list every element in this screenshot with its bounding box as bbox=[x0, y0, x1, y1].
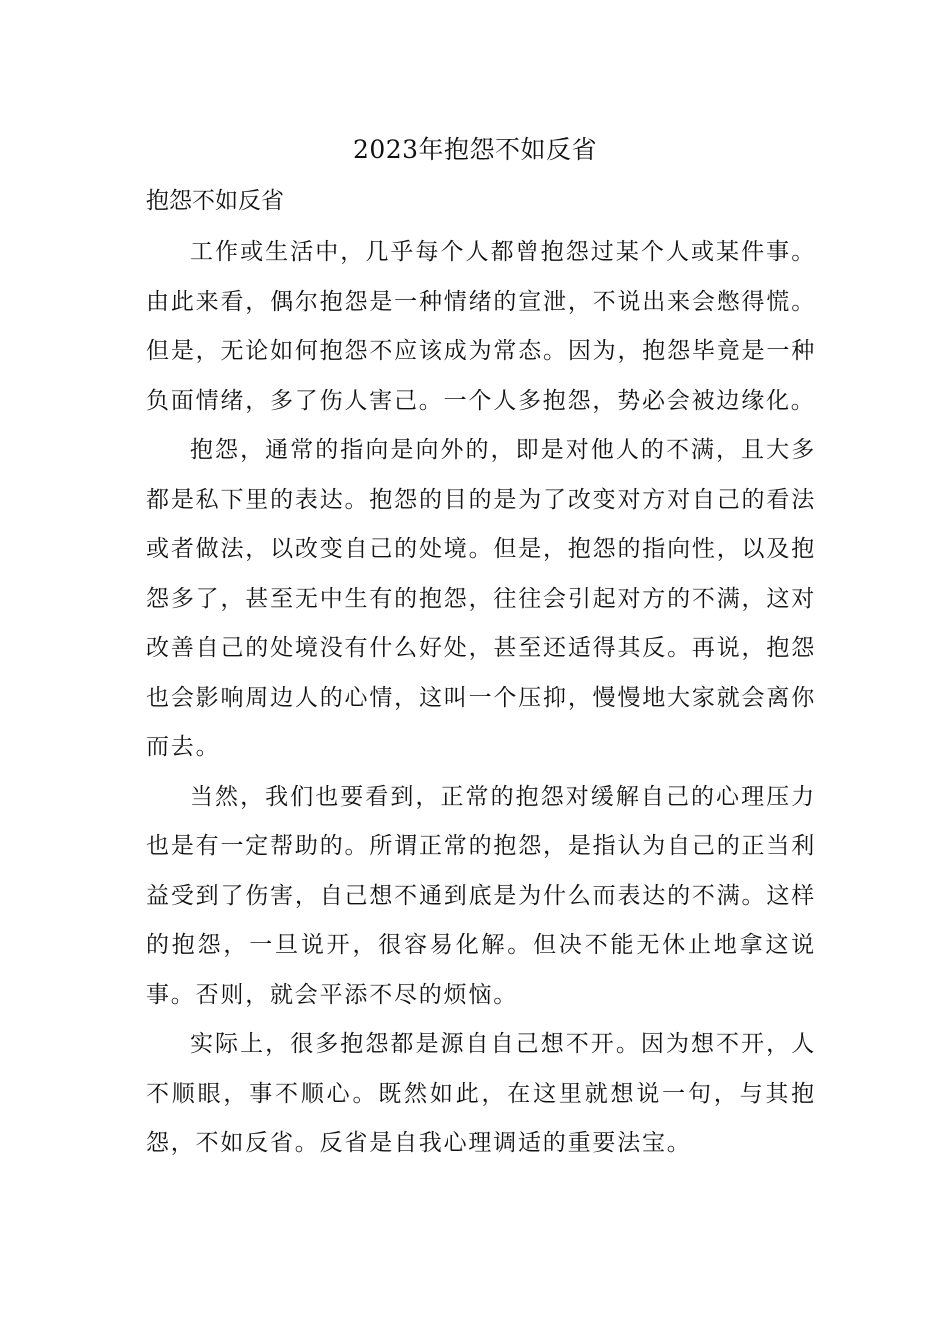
document-title: 2023年抱怨不如反省 bbox=[352, 135, 598, 164]
paragraph: 实际上，很多抱怨都是源自自己想不开。因为想不开，人不顺眼，事不顺心。既然如此，在这里就想说一句，与其抱怨，不如反省。反省是自我心理调适的重要法宝。 bbox=[146, 1031, 816, 1156]
document-body bbox=[146, 228, 816, 1169]
document-subtitle: 抱怨不如反省 bbox=[146, 188, 284, 214]
paragraph: 当然，我们也要看到，正常的抱怨对缓解自己的心理压力也是有一定帮助的。所谓正常的抱怨，是指认为自己的正当利益受到了伤害，自己想不通到底是为什么而表达的不满。这样的抱怨，一旦说开，很容易化解。但决不能无休止地拿这说事。否则，就会平添不尽的烦恼。 bbox=[146, 783, 816, 1008]
paragraph: 工作或生活中，几乎每个人都曾抱怨过某个人或某件事。由此来看，偶尔抱怨是一种情绪的宣泄，不说出来会憋得慌。但是，无论如何抱怨不应该成为常态。因为，抱怨毕竟是一种负面情绪，多了伤人害己。一个人多抱怨，势必会被边缘化。 bbox=[146, 239, 816, 414]
paragraph: 抱怨，通常的指向是向外的，即是对他人的不满，且大多都是私下里的表达。抱怨的目的是为了改变对方对自己的看法或者做法，以改变自己的处境。但是，抱怨的指向性，以及抱怨多了，甚至无中生有的抱怨，往往会引起对方的不满，这对改善自己的处境没有什么好处，甚至还适得其反。再说，抱怨也会影响周边人的心情，这叫一个压抑，慢慢地大家就会离你而去。 bbox=[146, 437, 816, 760]
